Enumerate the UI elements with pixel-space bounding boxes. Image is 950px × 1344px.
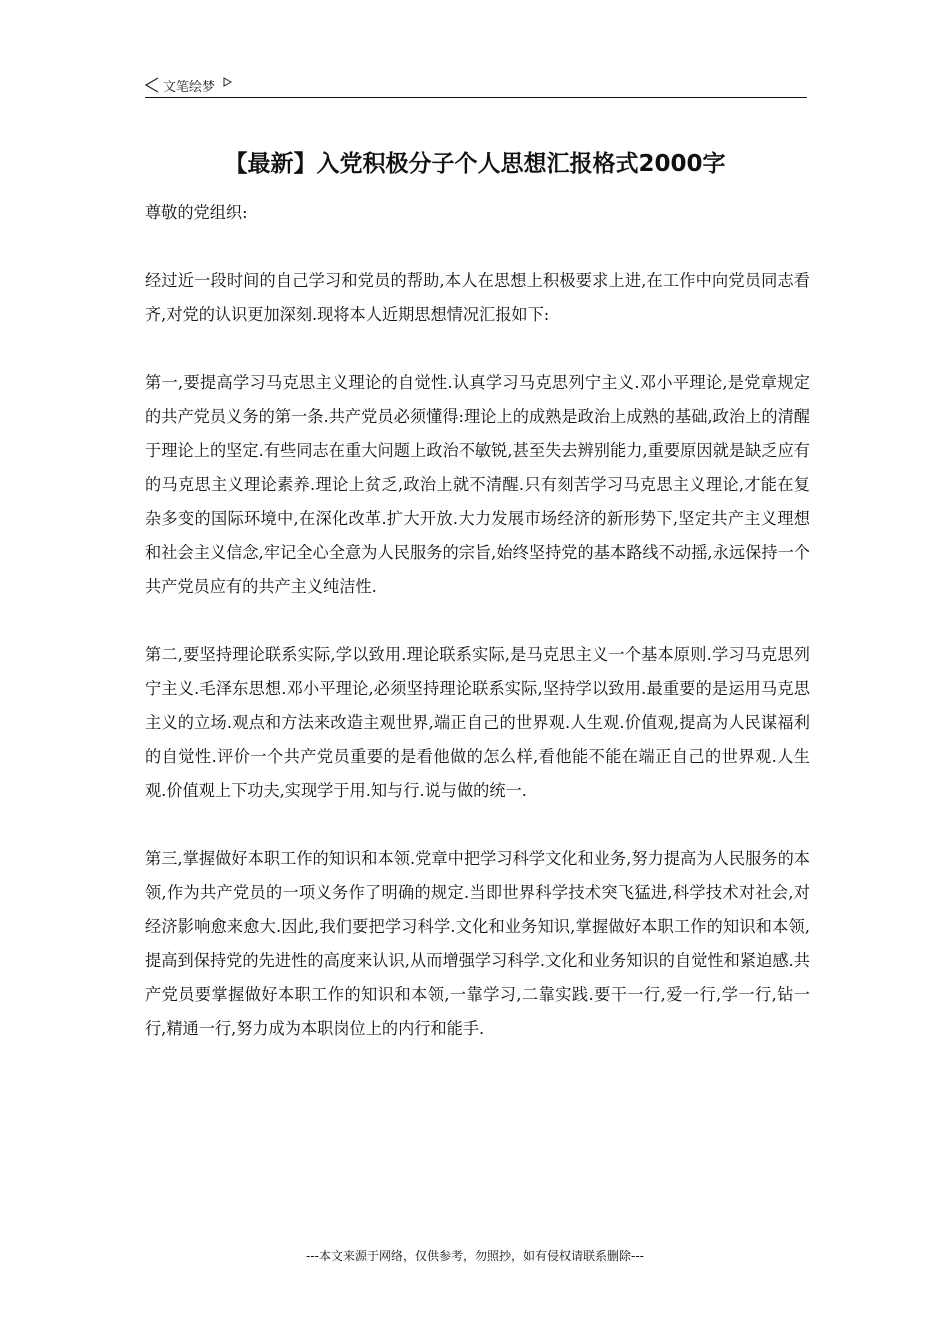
header-brand-text: 文笔绘梦 [163,79,216,95]
page-footer: ---本文来源于网络，仅供参考，勿照抄，如有侵权请联系删除--- [306,1249,644,1263]
salutation: 尊敬的党组织: [145,203,248,222]
paragraph-first: 第一,要提高学习马克思主义理论的自觉性.认真学习马克思列宁主义.邓小平理论,是党章规定的共产党员义务的第一条.共产党员必须懂得:理论上的成熟是政治上成熟的基础,政治上的清醒于理论上的坚定.有些同志在重大问题上政治不敏锐,甚至失去辨别能力,重要原因就是缺乏应有的马克思主义理论素养.理论上贫乏,政治上就不清醒.只有刻苦学习马克思主义理论,才能在复杂多变的国际环境中,在深化改革.扩大开放.大力发展市场经济的新形势下,坚定共产主义理想和社会主义信念,牢记全心全意为人民服务的宗旨,始终坚持党的基本路线不动摇,永远保持一个共产党员应有的共产主义纯洁性. [145,373,810,596]
page-header [145,74,807,98]
paragraph-third: 第三,掌握做好本职工作的知识和本领.党章中把学习科学文化和业务,努力提高为人民服务的本领,作为共产党员的一项义务作了明确的规定.当即世界科学技术突飞猛进,科学技术对社会,对经济影响愈来愈大.因此,我们要把学习科学.文化和业务知识,掌握做好本职工作的知识和本领,提高到保持党的先进性的高度来认识,从而增强学习科学.文化和业务知识的自觉性和紧迫感.共产党员要掌握做好本职工作的知识和本领,一靠学习,二靠实践.要干一行,爱一行,学一行,钻一行,精通一行,努力成为本职岗位上的内行和能手. [145,849,810,1038]
triangle-right-icon [223,77,232,87]
paragraph-second: 第二,要坚持理论联系实际,学以致用.理论联系实际,是马克思主义一个基本原则.学习马克思列宁主义.毛泽东思想.邓小平理论,必须坚持理论联系实际,坚持学以致用.最重要的是运用马克思主义的立场.观点和方法来改造主观世界,端正自己的世界观.人生观.价值观,提高为人民谋福利的自觉性.评价一个共产党员重要的是看他做的怎么样,看他能不能在端正自己的世界观.人生观.价值观上下功夫,实现学于用.知与行.说与做的统一. [145,645,810,800]
header-brand [145,74,807,96]
header-divider [145,97,807,98]
document-body [145,196,810,1046]
triangle-left-icon [145,77,159,93]
paragraph-intro: 经过近一段时间的自己学习和党员的帮助,本人在思想上积极要求上进,在工作中向党员同志看齐,对党的认识更加深刻.现将本人近期思想情况汇报如下: [145,271,810,324]
document-title: 【最新】入党积极分子个人思想汇报格式2000字 [224,151,726,177]
